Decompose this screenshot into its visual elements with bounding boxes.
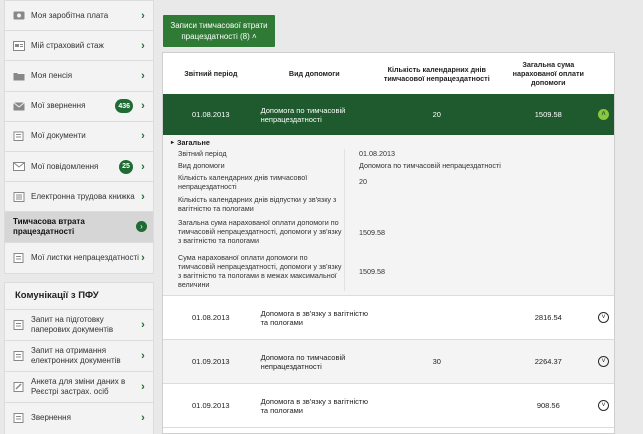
detail-value: Допомога по тимчасовій непрацездатності <box>359 161 501 170</box>
cell-period: 01.08.2013 <box>192 313 230 322</box>
envelope-icon <box>13 101 25 111</box>
sidebar-item-electronic-request[interactable] <box>5 341 153 372</box>
sidebar-item-temp-disability[interactable] <box>5 212 153 242</box>
column-header-type: Вид допомоги <box>288 69 340 78</box>
sidebar-item-label: Моя заробітна плата <box>31 10 109 20</box>
cell-period: 01.08.2013 <box>192 110 230 119</box>
cell-sum: 2816.54 <box>534 313 562 322</box>
detail-title: Загальне <box>177 137 210 147</box>
detail-value: 20 <box>359 177 367 186</box>
edit-icon <box>13 382 25 392</box>
sidebar-item-sick-leaves[interactable] <box>5 243 153 273</box>
chevron-right-icon: › <box>141 100 145 113</box>
cell-type: Допомога по тимчасовій непрацездатності <box>260 352 346 371</box>
detail-body <box>163 149 614 295</box>
sidebar-item-registry-form[interactable] <box>5 372 153 403</box>
chevron-right-icon: › <box>141 39 145 52</box>
chevron-right-icon: › <box>136 221 147 232</box>
cell-sum: 2264.37 <box>534 357 562 366</box>
request-icon <box>13 351 25 361</box>
sick-leave-icon <box>13 253 25 263</box>
sidebar-item-appeals[interactable] <box>5 92 153 122</box>
sidebar-item-messages[interactable] <box>5 152 153 182</box>
request-icon <box>13 413 25 423</box>
detail-label: Вид допомоги <box>163 161 345 173</box>
chevron-right-icon: › <box>141 160 145 173</box>
section-title: Комунікації з ПФУ <box>4 282 154 310</box>
sidebar <box>4 0 154 434</box>
request-icon <box>13 320 25 330</box>
chevron-right-icon: › <box>141 130 145 143</box>
sidebar-item-workbook[interactable] <box>5 182 153 212</box>
detail-label: Кількість календарних днів тимчасової непрацездатності <box>163 173 345 195</box>
cell-days: 20 <box>432 110 441 119</box>
cell-period: 01.09.2013 <box>192 401 230 410</box>
chevron-right-icon: › <box>141 349 145 362</box>
detail-field <box>163 253 614 291</box>
sidebar-item-salary[interactable] <box>5 1 153 31</box>
chevron-right-icon: › <box>141 251 145 264</box>
sidebar-item-label: Запит на отримання електронних документів <box>31 345 121 365</box>
detail-label: Загальна сума нарахованої оплати допомоги по тимчасовій непрацездатності, допомоги у зв'язку з вагітністю та пологами <box>163 218 345 253</box>
sidebar-item-label: Мій страховий стаж <box>31 40 104 50</box>
cell-type: Допомога по тимчасовій непрацездатності <box>260 105 346 124</box>
expand-icon[interactable]: ˅ <box>598 356 609 367</box>
sidebar-item-label: Запит на підготовку паперових документів <box>31 314 114 334</box>
detail-value <box>345 195 359 218</box>
detail-value: 1509.58 <box>359 228 385 237</box>
cell-period: 01.09.2013 <box>192 357 230 366</box>
detail-section-title <box>163 135 614 149</box>
detail-label: Сума нарахованої оплати допомоги по тимчасовій непрацездатності, допомоги у зв'язку з вагітністю та пологами в межах максимальної величини <box>163 253 345 291</box>
records-panel <box>162 52 615 434</box>
expand-icon[interactable]: ˅ <box>598 312 609 323</box>
column-header-period: Звітний період <box>184 69 238 78</box>
cell-sum: 1509.58 <box>534 110 562 119</box>
detail-value: 01.08.2013 <box>359 149 395 158</box>
sidebar-item-appeal[interactable] <box>5 403 153 434</box>
money-icon <box>13 11 25 21</box>
sidebar-item-paper-request[interactable] <box>5 310 153 341</box>
folder-icon <box>13 71 25 81</box>
sidebar-item-label: Мої звернення <box>31 101 86 111</box>
table-row[interactable] <box>163 296 614 340</box>
table-row-selected[interactable] <box>163 94 614 135</box>
sidebar-nav <box>4 0 154 274</box>
chevron-right-icon: › <box>141 412 145 425</box>
sidebar-item-label: Електронна трудова книжка <box>31 191 135 201</box>
sidebar-item-label: Анкета для зміни даних в Реєстрі застрах. осіб <box>31 376 126 396</box>
detail-value: 1509.58 <box>359 267 385 276</box>
detail-field <box>163 218 614 253</box>
chevron-right-icon: › <box>141 318 145 331</box>
sidebar-item-label: Тимчасова втрата працездатності <box>13 216 85 236</box>
detail-field <box>163 149 614 161</box>
communication-nav <box>4 310 154 434</box>
chevron-right-icon: › <box>141 9 145 22</box>
collapse-icon[interactable]: ˄ <box>598 109 609 120</box>
sidebar-item-label: Мої документи <box>31 131 86 141</box>
detail-label: Звітний період <box>163 149 345 161</box>
main-content <box>161 0 643 434</box>
sidebar-item-insurance[interactable] <box>5 31 153 61</box>
table-row[interactable] <box>163 340 614 384</box>
workbook-icon <box>13 192 25 202</box>
column-header-days: Кількість календарних днів тимчасової непрацездатності <box>383 64 490 83</box>
detail-field <box>163 173 614 195</box>
card-icon <box>13 41 25 51</box>
column-header-sum: Загальна сума нарахованої оплати допомоги <box>512 60 584 87</box>
cell-sum: 908.56 <box>536 401 560 410</box>
sidebar-item-label: Моя пенсія <box>31 70 73 80</box>
document-icon <box>13 131 25 141</box>
sidebar-item-label: Мої повідомлення <box>31 161 99 171</box>
record-detail <box>163 135 614 296</box>
chevron-right-icon: › <box>141 380 145 393</box>
count-badge: 436 <box>115 99 133 113</box>
sidebar-item-label: Звернення <box>31 413 71 423</box>
table-row[interactable] <box>163 384 614 428</box>
count-badge: 25 <box>119 160 133 174</box>
table-header <box>163 53 614 94</box>
sidebar-item-pension[interactable] <box>5 61 153 91</box>
expand-icon[interactable]: ˅ <box>598 400 609 411</box>
cell-type: Допомога в зв'язку з вагітністю та пологами <box>260 308 368 327</box>
detail-field <box>163 195 614 218</box>
chevron-right-icon: › <box>141 190 145 203</box>
cell-type: Допомога в зв'язку з вагітністю та пологами <box>260 396 368 415</box>
triangle-right-icon: ▸ <box>171 139 175 146</box>
detail-field <box>163 161 614 173</box>
message-icon <box>13 162 25 172</box>
sidebar-item-documents[interactable] <box>5 122 153 152</box>
chevron-right-icon: › <box>141 69 145 82</box>
cell-days: 30 <box>432 357 441 366</box>
records-toggle-button[interactable]: Записи тимчасової втрати працездатності (8) ˄ <box>163 15 275 47</box>
sidebar-item-label: Мої листки непрацездатності <box>31 252 139 262</box>
detail-label: Кількість календарних днів відпустки у зв'язку з вагітністю та пологами <box>163 195 345 218</box>
